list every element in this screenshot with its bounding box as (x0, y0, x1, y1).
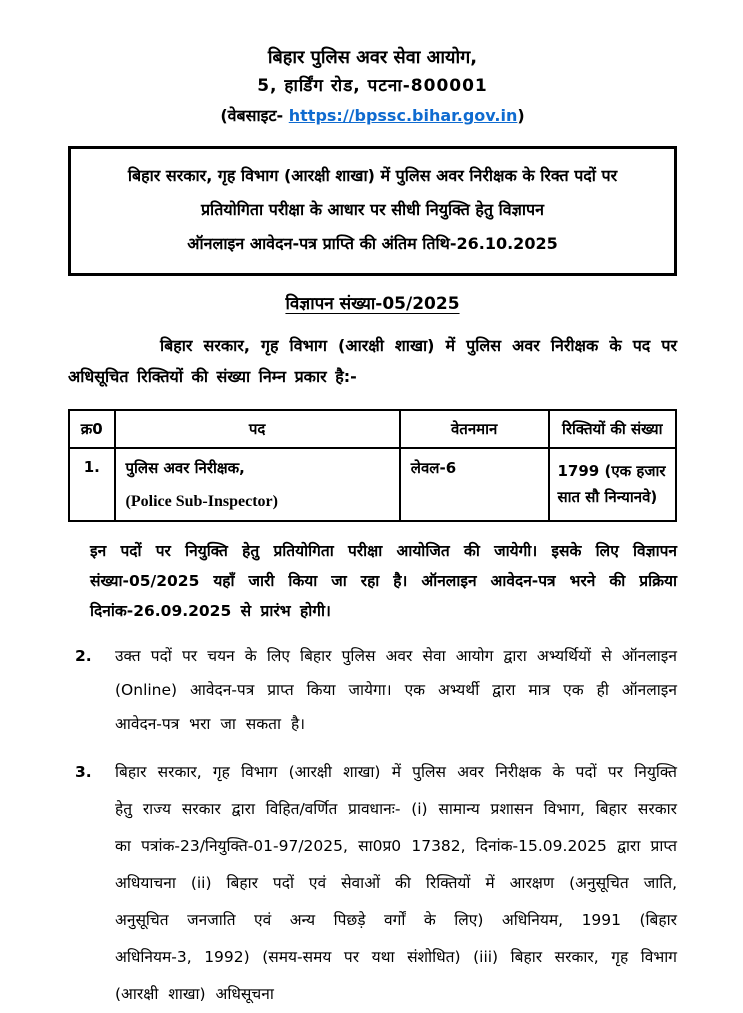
item-2-number: 2. (75, 647, 92, 665)
post-name-english: (Police Sub-Inspector) (125, 493, 278, 510)
cell-pay-scale: लेवल-6 (400, 448, 549, 521)
table-row (69, 448, 676, 521)
notice-line-3: ऑनलाइन आवेदन-पत्र प्राप्ति की अंतिम तिथि-26.10.2025 (187, 234, 558, 253)
notice-line-1: बिहार सरकार, गृह विभाग (आरक्षी शाखा) में पुलिस अवर निरीक्षक के रिक्त पदों पर (127, 166, 618, 185)
cell-sno: 1. (69, 448, 115, 521)
website-link[interactable]: https://bpssc.bihar.gov.in (288, 106, 518, 125)
col-header-vacancies: रिक्तियों की संख्या (549, 410, 677, 448)
advert-number-heading: विज्ञापन संख्या-05/2025 (285, 294, 460, 314)
website-label: (वेबसाइट- (220, 106, 289, 125)
exam-announcement-paragraph: इन पदों पर नियुक्ति हेतु प्रतियोगिता परीक्षा आयोजित की जायेगी। इसके लिए विज्ञापन संख्या-05/2025 यहाँ जारी किया जा रहा है। ऑनलाइन आवेदन-पत्र भरने की प्रक्रिया दिनांक-26.09.2025 से प्रारंभ होगी। (90, 542, 677, 620)
item-3-text: बिहार सरकार, गृह विभाग (आरक्षी शाखा) में पुलिस अवर निरीक्षक के पदों पर नियुक्ति हेतु राज्य सरकार द्वारा विहित/वर्णित प्रावधानः- (i) सामान्य प्रशासन विभाग, बिहार सरकार का पत्रांक-23/नियुक्ति-01-97/2025, सा0प्र0 17382, दिनांक-15.09.2025 द्वारा प्राप्त अधियाचना (ii) बिहार पदों एवं सेवाओं की रिक्तियों में आरक्षण (अनुसूचित जाति, अनुसूचित जनजाति एवं अन्य पिछड़े वर्गों के लिए) अधिनियम, 1991 (बिहार अधिनियम-3, 1992) (समय-समय पर यथा संशोधित) (iii) बिहार सरकार, गृह विभाग (आरक्षी शाखा) अधिसूचना (115, 763, 677, 1003)
col-header-pay: वेतनमान (400, 410, 549, 448)
intro-paragraph: बिहार सरकार, गृह विभाग (आरक्षी शाखा) में पुलिस अवर निरीक्षक के पद पर अधिसूचित रिक्तियों की संख्या निम्न प्रकार है:- (68, 336, 677, 386)
cell-vacancy-count: 1799 (एक हजार सात सौ निन्यानवे) (549, 448, 677, 521)
table-header-row (69, 410, 676, 448)
item-2-text: उक्त पदों पर चयन के लिए बिहार पुलिस अवर सेवा आयोग द्वारा अभ्यर्थियों से ऑनलाइन (Online) आवेदन-पत्र प्राप्त किया जायेगा। एक अभ्यर्थी द्वारा मात्र एक ही ऑनलाइन आवेदन-पत्र भरा जा सकता है। (115, 647, 677, 733)
notice-box (68, 146, 677, 276)
document-header (68, 44, 677, 131)
item-3-number: 3. (75, 763, 92, 781)
cell-post (115, 448, 400, 521)
notice-line-2: प्रतियोगिता परीक्षा के आधार पर सीधी नियुक्ति हेतु विज्ञापन (200, 200, 545, 219)
post-name-hindi: पुलिस अवर निरीक्षक, (125, 459, 245, 477)
col-header-post: पद (115, 410, 400, 448)
website-line (68, 101, 677, 131)
numbered-item-3 (68, 754, 677, 1013)
org-name: बिहार पुलिस अवर सेवा आयोग, (267, 47, 478, 68)
org-address: 5, हार्डिंग रोड, पटना-800001 (257, 76, 488, 96)
col-header-sno: क्र0 (69, 410, 115, 448)
numbered-item-2 (68, 639, 677, 741)
vacancy-table (68, 409, 677, 522)
website-close-paren: ) (517, 106, 525, 125)
